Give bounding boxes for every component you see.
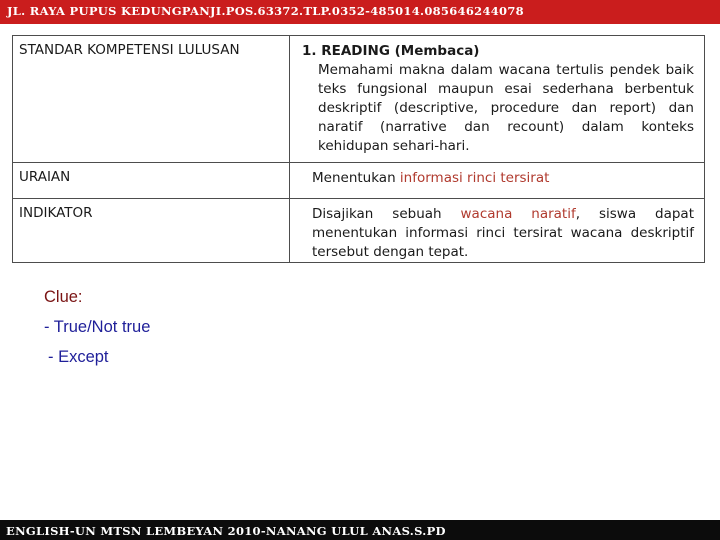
table-row (13, 36, 705, 163)
table-row (13, 199, 705, 263)
uraian-prefix: Menentukan (312, 170, 400, 186)
reading-description: Memahami makna dalam wacana tertulis pendek baik teks fungsional maupun esai sederhana berbentuk deskriptif (descriptive, procedure dan report) dan naratif (narrative dan recount) dalam konteks kehidupan sehari-hari. (318, 62, 694, 154)
row-label-standar: STANDAR KOMPETENSI LULUSAN (19, 42, 240, 58)
header-address: JL. RAYA PUPUS KEDUNGPANJI.POS.63372.TLP.0352-485014.085646244078 (7, 4, 524, 18)
table-cell-label (13, 199, 290, 263)
uraian-text (290, 163, 704, 188)
footer-bar (0, 520, 720, 540)
table-cell-value (290, 163, 705, 199)
indikator-suffix: , siswa dapat menentukan informasi rinci tersirat wacana deskriptif tersebut dengan tepat. (312, 206, 694, 260)
table-cell-label (13, 36, 290, 163)
footer-credit: ENGLISH-UN MTSN LEMBEYAN 2010-NANANG ULUL ANAS.S.PD (6, 524, 446, 538)
table-row (13, 163, 705, 199)
indikator-text (290, 199, 704, 262)
row-label-indikator: INDIKATOR (19, 205, 93, 221)
uraian-highlight: informasi rinci tersirat (399, 170, 550, 186)
row-label-uraian: URAIAN (19, 169, 71, 185)
indikator-prefix: Disajikan sebuah (312, 206, 461, 222)
table-cell-value (290, 36, 705, 163)
table-cell-value (290, 199, 705, 263)
clue-item: - Except (48, 348, 109, 366)
indikator-highlight: wacana naratif (460, 206, 576, 222)
competency-table (12, 35, 705, 263)
reading-heading: 1. READING (Membaca) (302, 43, 480, 59)
header-bar (0, 0, 720, 24)
clue-title: Clue: (44, 288, 83, 306)
table-cell-label (13, 163, 290, 199)
clue-item: - True/Not true (44, 318, 151, 336)
